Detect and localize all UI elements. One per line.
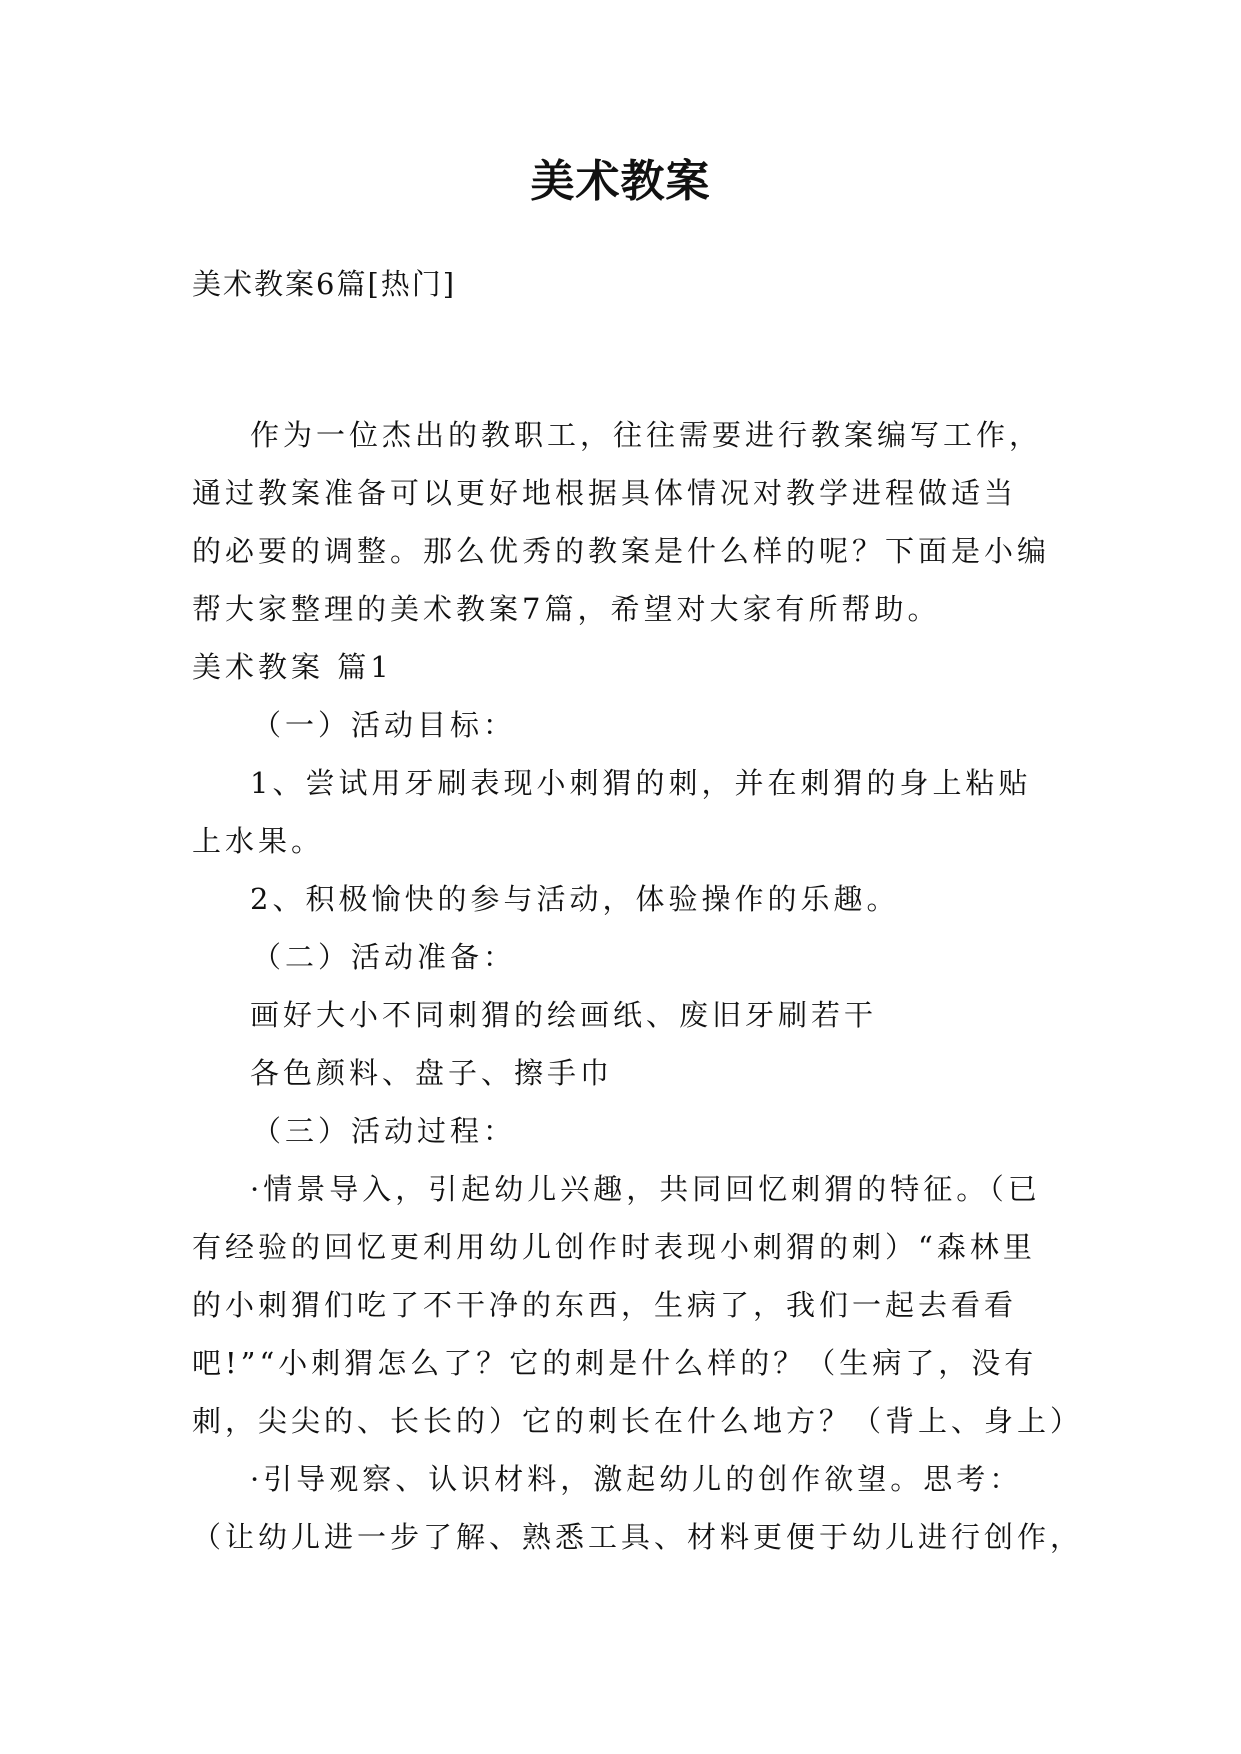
document-title: 美术教案 [530, 156, 711, 207]
body-line: 帮大家整理的美术教案7篇，希望对大家有所帮助。 [192, 592, 941, 626]
body-line: 的必要的调整。那么优秀的教案是什么样的呢？下面是小编 [192, 534, 1051, 568]
subsection-heading: （二）活动准备： [252, 940, 517, 974]
body-line: 2、积极愉快的参与活动，体验操作的乐趣。 [250, 882, 900, 916]
body-line: ·引导观察、认识材料，激起幼儿的创作欲望。思考： [250, 1462, 1023, 1496]
section-heading: 美术教案 篇1 [192, 650, 393, 684]
body-line: 刺，尖尖的、长长的）它的刺长在什么地方？（背上、身上） [192, 1404, 1084, 1438]
body-line: 上水果。 [192, 824, 325, 858]
body-line: 画好大小不同刺猬的绘画纸、废旧牙刷若干 [250, 998, 878, 1032]
body-line: （让幼儿进一步了解、熟悉工具、材料更便于幼儿进行创作， [192, 1520, 1084, 1554]
document-body [192, 406, 1084, 1566]
body-line: 各色颜料、盘子、擦手巾 [250, 1056, 614, 1090]
body-line: 通过教案准备可以更好地根据具体情况对教学进程做适当 [192, 476, 1018, 510]
body-line: 有经验的回忆更利用幼儿创作时表现小刺猬的刺）“森林里 [192, 1230, 1036, 1264]
body-line: 作为一位杰出的教职工，往往需要进行教案编写工作， [250, 418, 1043, 452]
subsection-heading: （三）活动过程： [252, 1114, 517, 1148]
document-subtitle: 美术教案6篇[热门] [192, 267, 457, 301]
body-line: ·情景导入，引起幼儿兴趣，共同回忆刺猬的特征。（已 [250, 1172, 1041, 1206]
body-line: 的小刺猬们吃了不干净的东西，生病了，我们一起去看看 [192, 1288, 1018, 1322]
body-line: 1、尝试用牙刷表现小刺猬的刺，并在刺猬的身上粘贴 [250, 766, 1032, 800]
body-line: 吧!”“小刺猬怎么了？它的刺是什么样的？（生病了，没有 [192, 1346, 1038, 1380]
subsection-heading: （一）活动目标： [252, 708, 517, 742]
